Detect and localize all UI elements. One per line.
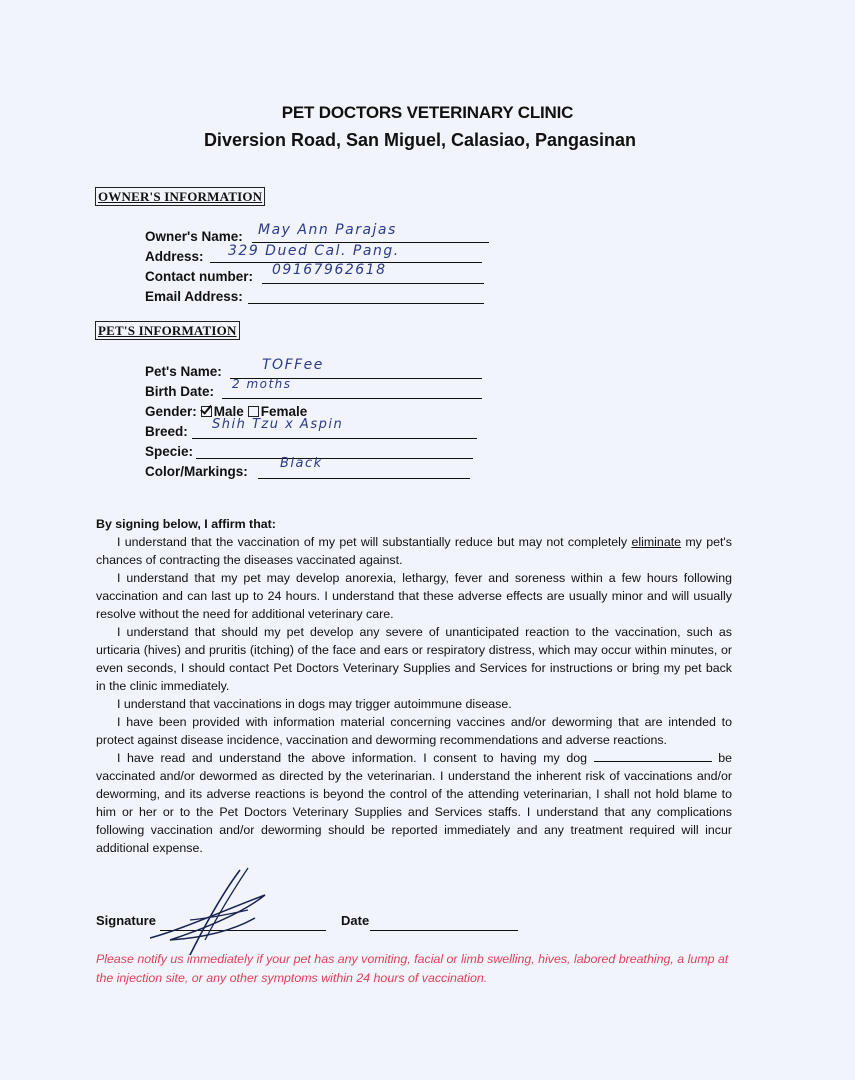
affirmation-paragraph-4: I understand that vaccinations in dogs may trigger autoimmune disease.: [117, 697, 512, 711]
pet-info-heading: PET'S INFORMATION: [95, 321, 240, 340]
birth-date-label: Birth Date:: [145, 384, 215, 399]
color-markings-value: Black: [280, 456, 323, 471]
pet-name-label: Pet's Name:: [145, 364, 222, 379]
owner-info-heading: OWNER'S INFORMATION: [95, 187, 265, 206]
owner-name-value: May Ann Parajas: [258, 222, 397, 238]
date-label: Date: [341, 913, 370, 928]
affirmation-lead: By signing below, I affirm that:: [96, 517, 276, 531]
affirmation-paragraph-6: [96, 749, 732, 857]
date-field[interactable]: [370, 912, 518, 931]
paragraph-1-underlined: eliminate: [631, 535, 682, 549]
handwritten-signature: [130, 860, 280, 960]
clinic-address: Diversion Road, San Miguel, Calasiao, Pangasinan: [203, 130, 637, 150]
paragraph-1-start: I understand that the vaccination of my pet will substantially reduce but may not completely: [117, 535, 628, 549]
contact-number-label: Contact number:: [145, 269, 253, 284]
address-label: Address:: [145, 249, 204, 264]
affirmation-block: [96, 515, 732, 857]
owner-name-label: Owner's Name:: [145, 229, 243, 244]
female-option-label: Female: [260, 404, 308, 419]
breed-label: Breed:: [145, 424, 188, 439]
gender-label: Gender:: [145, 404, 197, 419]
male-checkbox[interactable]: [201, 406, 212, 417]
paragraph-6-start: I have read and understand the above information. I consent to having my dog: [117, 751, 588, 765]
affirmation-paragraph-5: I have been provided with information material concerning vaccines and/or deworming that are intended to protect against disease incidence, vaccination and deworming recommendations and adverse reactions.: [96, 715, 732, 747]
email-label: Email Address:: [145, 289, 243, 304]
notice-text: Please notify us immediately if your pet has any vomiting, facial or limb swelling, hives, labored breathing, a lump at the injection site, or any other symptoms within 24 hours of vaccination.: [96, 952, 729, 985]
breed-value: Shih Tzu x Aspin: [212, 417, 344, 432]
color-markings-label: Color/Markings:: [145, 464, 248, 479]
affirmation-paragraph-2: I understand that my pet may develop anorexia, lethargy, fever and soreness within a few hours following vaccination and can last up to 24 hours. I understand that these adverse effects are usually minor and will usually resolve without the need for additional veterinary care.: [96, 571, 732, 621]
clinic-name: PET DOCTORS VETERINARY CLINIC: [281, 103, 574, 122]
male-option-label: Male: [213, 404, 244, 419]
email-field[interactable]: [248, 285, 484, 304]
affirmation-paragraph-1: [96, 533, 732, 569]
address-value: 329 Dued Cal. Pang.: [228, 243, 400, 259]
paragraph-6-end: be vaccinated and/or dewormed as directed by the veterinarian. I understand the inherent risk of vaccinations and/or deworming, and its adverse reactions is beyond the control of the attending veterinarian, I shall not hold blame to him or her or to the Pet Doctors Veterinary Supplies and Services staffs. I understand that any complications following vaccination and/or deworming should be reported immediately and any treatment required will incur additional expense.: [96, 751, 732, 855]
signature-label: Signature: [96, 913, 156, 928]
contact-number-value: 09167962618: [272, 262, 387, 278]
birth-date-value: 2 moths: [232, 377, 292, 391]
female-checkbox[interactable]: [248, 406, 259, 417]
pet-name-value: TOFFee: [262, 357, 324, 373]
dog-name-blank[interactable]: [594, 749, 712, 762]
specie-field[interactable]: [196, 440, 473, 459]
paragraph-1-end: my pet's chances of contracting the diseases vaccinated against.: [96, 535, 732, 567]
specie-label: Specie:: [145, 444, 194, 459]
affirmation-paragraph-3: I understand that should my pet develop any severe of unanticipated reaction to the vaccination, such as urticaria (hives) and pruritis (itching) of the face and ears or respiratory distress, which may occur within minutes, or even seconds, I should contact Pet Doctors Veterinary Supplies and Services for instructions or bring my pet back in the clinic immediately.: [96, 625, 732, 693]
